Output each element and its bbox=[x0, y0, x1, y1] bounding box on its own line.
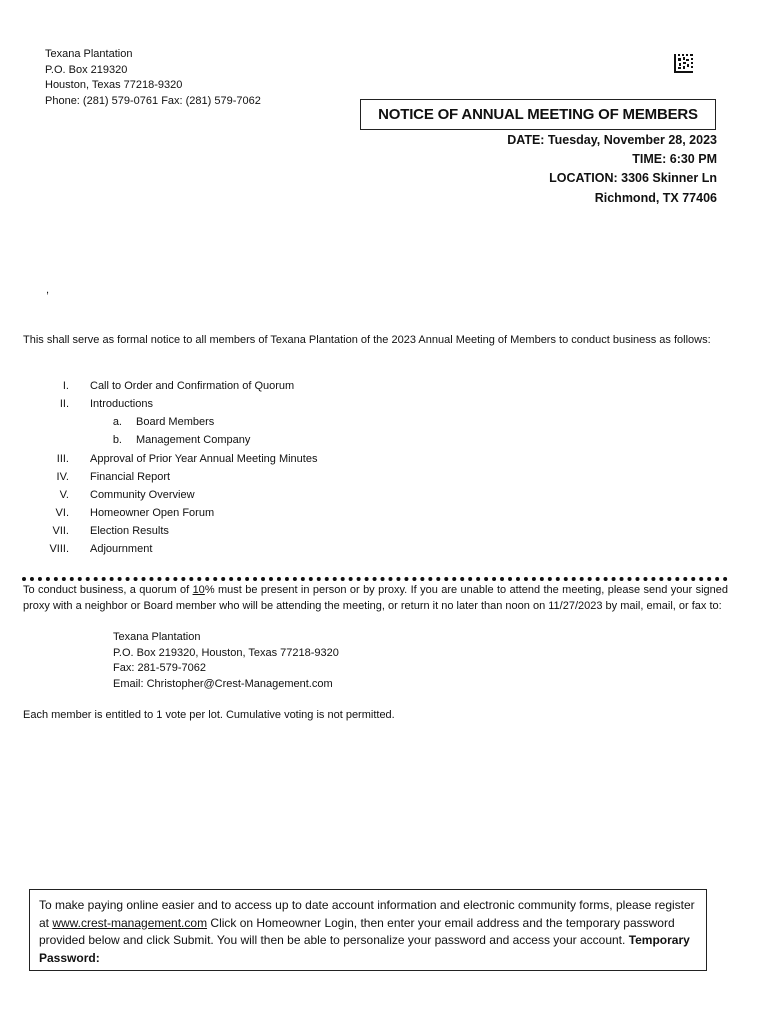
intro-paragraph: This shall serve as formal notice to all members of Texana Plantation of the 2023 Annual Meeting of Members to conduct business as follows: bbox=[23, 334, 711, 346]
agenda-subitem-letter: b. bbox=[112, 434, 122, 446]
quorum-text-end: % must be present in person or by proxy. If you are unable to attend the meeting, please send your signed proxy with a neighbor or Board member who will be attending the meeting, or return it no later than noon on 11/27/2023 by mail, email, or fax to: bbox=[23, 584, 729, 612]
return-address-block bbox=[113, 630, 339, 692]
registration-text bbox=[39, 897, 697, 967]
quorum-paragraph bbox=[23, 583, 728, 614]
agenda-subitem-text: Board Members bbox=[136, 416, 215, 428]
registration-text-start: To make paying online easier and to access up to date account information and electronic community forms, please register at bbox=[39, 898, 695, 930]
temporary-password-label: Temporary Password: bbox=[39, 933, 690, 965]
sender-address-block bbox=[45, 47, 261, 109]
voting-note: Each member is entitled to 1 vote per lot. Cumulative voting is not permitted. bbox=[23, 709, 395, 721]
sender-name: Texana Plantation bbox=[45, 48, 133, 60]
agenda-subitem-text: Management Company bbox=[136, 434, 251, 446]
agenda-item-number: VI. bbox=[55, 507, 69, 519]
datamatrix-code-icon bbox=[674, 54, 693, 73]
sender-city: Houston, Texas 77218-9320 bbox=[45, 79, 183, 92]
return-name: Texana Plantation bbox=[113, 631, 201, 643]
registration-box bbox=[29, 889, 707, 971]
agenda-item-number: I. bbox=[62, 380, 69, 392]
agenda-item-number: VII. bbox=[52, 525, 69, 537]
agenda-item-text: Financial Report bbox=[90, 471, 171, 483]
sender-phone-fax: Phone: (281) 579-0761 Fax: (281) 579-7062 bbox=[45, 94, 261, 107]
agenda-item-text: Adjournment bbox=[90, 543, 153, 555]
sender-po-box: P.O. Box 219320 bbox=[45, 63, 128, 76]
meeting-time: TIME: 6:30 PM bbox=[632, 152, 717, 167]
dotted-divider bbox=[22, 577, 728, 581]
website-link[interactable]: www.crest-management.com bbox=[52, 915, 208, 930]
meeting-details bbox=[507, 131, 717, 208]
agenda-item-text: Election Results bbox=[90, 525, 169, 537]
meeting-location-city: Richmond, TX 77406 bbox=[594, 190, 717, 205]
agenda-item-number: VIII. bbox=[49, 543, 69, 555]
registration-text-end: Click on Homeowner Login, then enter your email address and the temporary password provided below and click Submit. You will then be able to personalize your password and access your account. bbox=[39, 915, 675, 948]
agenda-item-text: Approval of Prior Year Annual Meeting Minutes bbox=[90, 453, 318, 465]
notice-title: NOTICE OF ANNUAL MEETING OF MEMBERS bbox=[360, 99, 716, 130]
stray-comma: , bbox=[46, 284, 50, 296]
agenda-item-number: V. bbox=[59, 489, 69, 501]
agenda-item-number: II. bbox=[59, 398, 69, 410]
return-fax: Fax: 281-579-7062 bbox=[113, 662, 206, 675]
agenda-item-text: Introductions bbox=[90, 398, 153, 410]
agenda-item-text: Community Overview bbox=[90, 489, 195, 501]
agenda-item-number: IV. bbox=[56, 471, 69, 483]
meeting-location: LOCATION: 3306 Skinner Ln bbox=[549, 171, 717, 186]
return-email: Email: Christopher@Crest-Management.com bbox=[113, 677, 333, 690]
agenda-item-text: Homeowner Open Forum bbox=[90, 507, 215, 519]
agenda-item-text: Call to Order and Confirmation of Quorum bbox=[90, 380, 295, 392]
return-street: P.O. Box 219320, Houston, Texas 77218-9320 bbox=[113, 646, 339, 659]
agenda-subitem-letter: a. bbox=[112, 416, 122, 428]
meeting-date: DATE: Tuesday, November 28, 2023 bbox=[507, 133, 717, 147]
quorum-text-start: To conduct business, a quorum of bbox=[23, 584, 193, 596]
quorum-percent: 10 bbox=[192, 584, 205, 596]
agenda-item-number: III. bbox=[56, 453, 69, 465]
